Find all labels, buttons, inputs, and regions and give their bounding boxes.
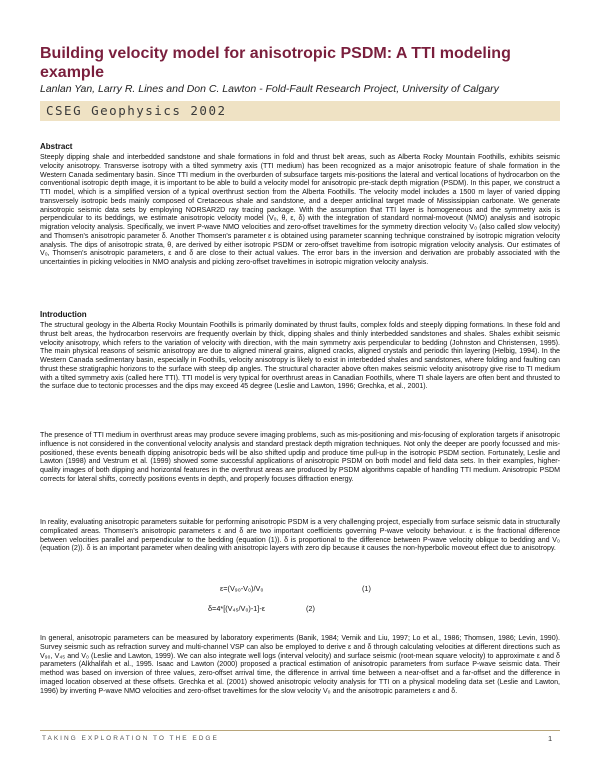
footer-rule xyxy=(40,730,560,731)
introduction-heading: Introduction xyxy=(40,310,87,319)
conference-banner xyxy=(40,101,560,121)
equation-1: ε=(V₉₀-V₀)/V₀ xyxy=(220,584,264,593)
authors-line: Lanlan Yan, Larry R. Lines and Don C. Lawton - Fold-Fault Research Project, University of Calgary xyxy=(40,83,499,95)
paper-title: Building velocity model for anisotropic PSDM: A TTI modeling example xyxy=(40,45,511,81)
intro-paragraph-2: The presence of TTI medium in overthrust areas may produce severe imaging problems, such as mis-positioning and mis-focusing of exploration targets if anisotropic influence is not considered in the conventional velocity analysis and standard prestack depth migration techniques. Not only the deeper are poorly focussed and mis-positioned, these events beneath dipping anisotropic beds will be also shifted updip and produce time pull-up in the isotropic PSDM section. Fortunately, Leslie and Lawton (1998) and Vestrum et al. (1999) showed some successful applications of anisotropic PSDM on both model and field data sets. In their examples, higher-quality images of both dipping and horizontal features in the overthrust areas are produced by PSDM algorithms capable of handling TTI medium. Anisotropic PSDM corrects for lateral shifts, correctly positions events in depth, and properly focuses diffraction energy. xyxy=(40,431,560,483)
equation-2-number: (2) xyxy=(306,604,315,613)
footer-tagline: TAKING EXPLORATION TO THE EDGE xyxy=(42,735,219,742)
abstract-heading: Abstract xyxy=(40,142,73,151)
intro-paragraph-4: In general, anisotropic parameters can be measured by laboratory experiments (Banik, 1984; Vernik and Liu, 1997; Lo et al., 1986; Thomsen, 1986; Levin, 1990). Survey seismic such as refraction survey and multi-channel VSP can also be employed to derive ε and δ through calculating velocities at different directions such as V₉₀, V₄₅ and V₀ (Leslie and Lawton, 1999). We can also integrate well logs (interval velocity) and surface seismic (root-mean square velocity) to approximate ε and δ parameters (Alkhalifah et al., 1995. Isaac and Lawton (2000) proposed a practical estimation of anisotropic parameters from surface P-wave seismic data. Their method was based on inversion of three values, zero-offset arrival time, the difference in arrival time between a near-offset and a far-offset and the difference in imaged location observed at these offsets. Grechka et al. (2001) showed anisotropic velocity analysis for TTI on a physical modeling data set (Leslie and Lawton, 1996) by inverting P-wave NMO velocities and zero-offset traveltimes for the slow velocity V₀ and the anisotropic parameters ε and δ. xyxy=(40,634,560,695)
banner-text: CSEG Geophysics 2002 xyxy=(46,103,227,118)
intro-paragraph-1: The structural geology in the Alberta Rocky Mountain Foothills is primarily dominated by thrust faults, complex folds and steeply dipping formations. In these fold and thrust belt areas, the hydrocarbon reservoirs are frequently overlain by thick, dipping shales and thinly interbedded sandstones and shales. Shales exhibit seismic velocity anisotropy, which refers to the variation of velocity with direction, with the main symmetry axis perpendicular to bedding (Johnston and Christensen, 1995). The main physical reasons of seismic anisotropy are due to aligned mineral grains, aligned cracks, aligned crystals and periodic thin layering (Helbig, 1994). In the Western Canada sedimentary basin, especially in Foothills, velocity anisotropy is likely to exist in interbedded shales and sandstones, where folding and faulting can thrust these stratigraphic horizons to the surface with steep dip angles. The structural character above often makes seismic velocity anisotropy give rise to TI medium with a tilted symmetry axis (called here TTI). TTI model is very typical for overthrust areas in Canadian Foothills, where TI shale layers are often bent and thrusted to the surface due to tectonic processes and the dips may exceed 45 degree (Leslie and Lawton, 1996; Grechka, et al., 2001). xyxy=(40,321,560,391)
intro-paragraph-3: In reality, evaluating anisotropic parameters suitable for performing anisotropic PSDM is a very challenging project, especially from surface seismic data in structurally complicated areas. Thomsen's anisotropic parameters ε and δ are two important coefficients governing P-wave velocity behaviour. ε is the fractional difference between velocities parallel and perpendicular to the bedding (equation (1)). δ is proportional to the difference between P-wave velocity oblique to bedding and V₀ (equation (2)). δ is an important parameter when dealing with anisotropic layers with zero dip because it causes the non-hyperbolic moveout effect due to anisotropy. xyxy=(40,518,560,553)
page-number: 1 xyxy=(548,734,553,743)
equation-1-number: (1) xyxy=(362,584,371,593)
abstract-paragraph: Steeply dipping shale and interbedded sandstone and shale formations in fold and thrust belt areas, such as Alberta Rocky Mountain Foothills, exhibits seismic velocity anisotropy. Transverse isotropy with a tilted symmetry axis (TTI medium) has been recognized as a major anisotropic feature of shale formation in the Western Canada sedimentary basin. Since TTI medium in the overburden of subsurface targets mis-positions the lateral and vertical locations of hydrocarbon on the conventional isotropic depth image, it is important to be able to build a velocity model for anisotropic pre-stack depth migration (PSDM). In this paper, we construct a TTI model, which is a simplified version of a typical overthrust section from the Alberta Foothills. The velocity model includes a 1500 m layer of varied dipping transversely isotropic beds mainly composed of Cretaceous shale and sandstone, and a deeper anticlinal target made of Mississippian carbonate. We generate anisotropic seismic data sets by employing NORSAR2D ray tracing package. With the assumption that TTI layer is homogeneous and the symmetry axis is perpendicular to its beddings, we estimate anisotropic velocity model (V₀, θ, ε, δ) with the integration of standard normal-moveout (NMO) analysis and isotropic migration velocity analysis. Specifically, we invert P-wave NMO velocities and zero-offset traveltimes for the symmetry direction velocity V₀ (also called slow velocity) and Thomsen's anisotropic parameter δ. Another Thomsen's parameter ε is obtained using parameter scanning technique constrained by isotropic migration velocity analysis. The dips of anisotropic strata, θ, are derived by either isotropic PSDM or zero-offset traveltime from isotropic migration velocity analysis. Our estimates of V₀, Thomsen's anisotropic parameters, ε and δ are close to their actual values. The error bars in the inversion and derivation are probably associated with the uncertainties in picking velocities in NMO analysis and picking zero-offset traveltimes in isotropic migration velocity analysis. xyxy=(40,153,560,266)
equation-2: δ=4*[(V₄₅/V₀)-1]-ε xyxy=(208,604,266,613)
